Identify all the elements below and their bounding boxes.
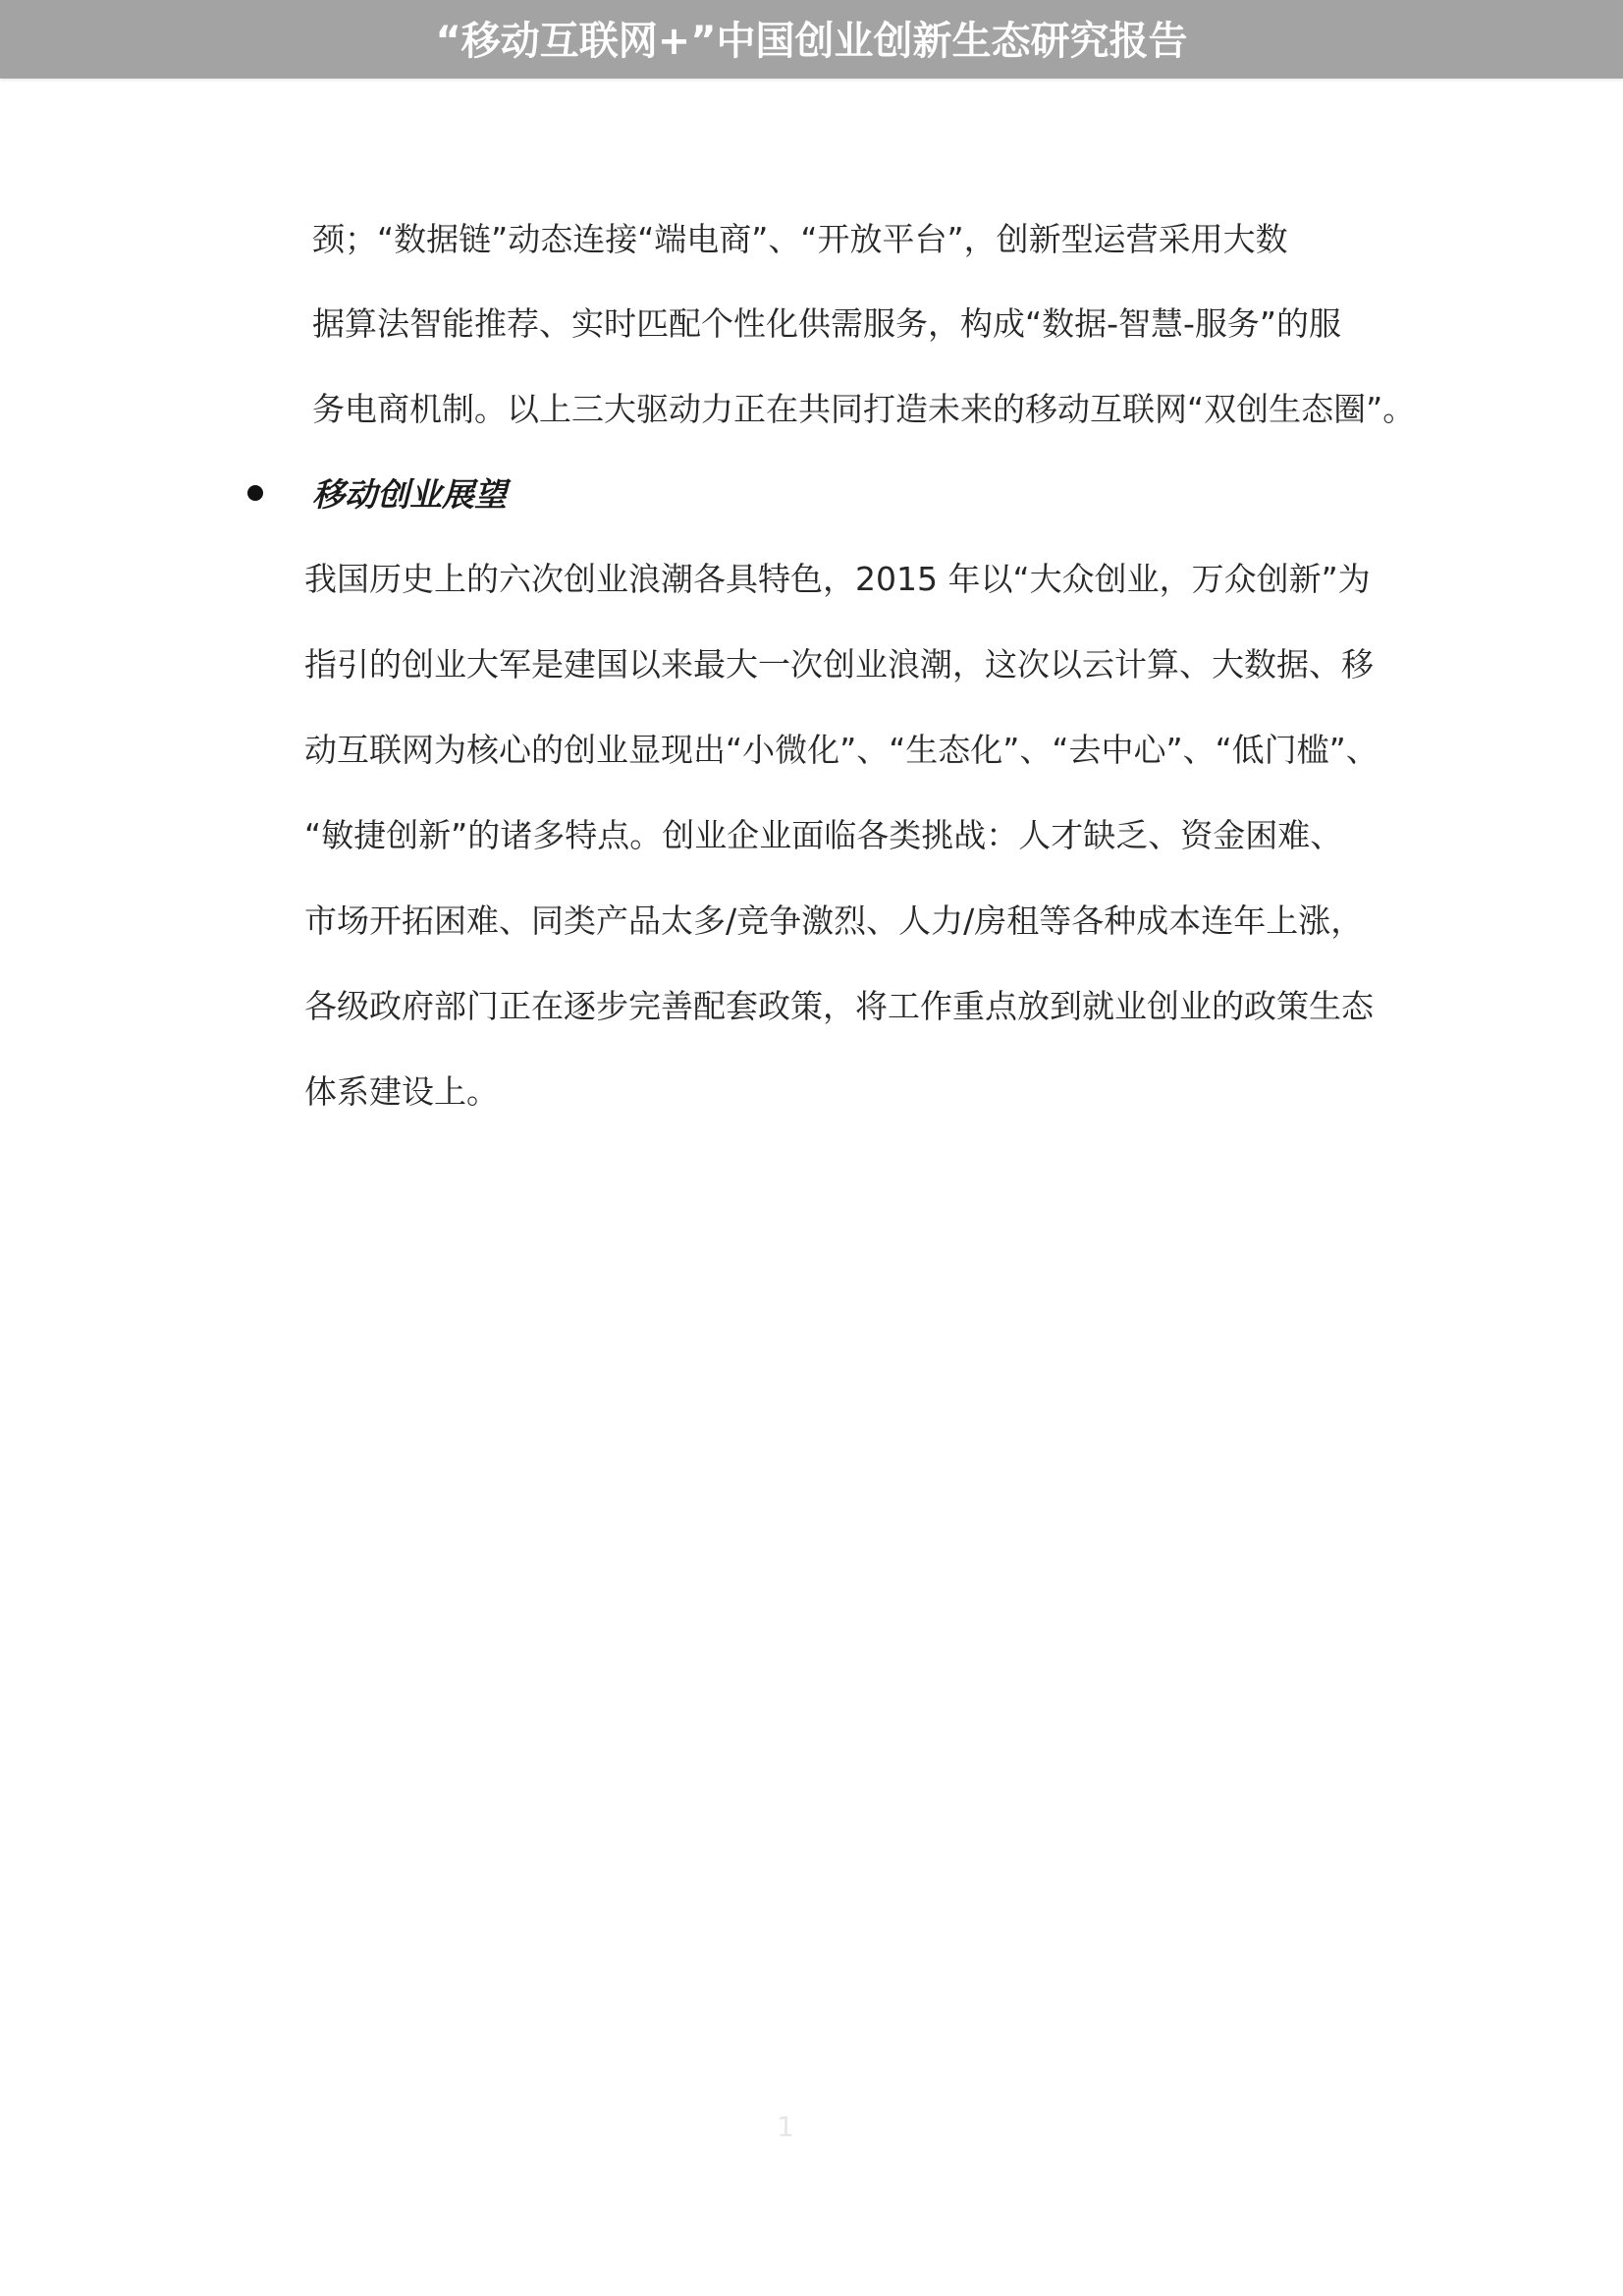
- bullet-point: [247, 485, 263, 501]
- report-title: “移动互联网+”中国创业创新生态研究报告: [435, 19, 1188, 64]
- paragraph-line: 体系建设上。: [304, 1072, 499, 1111]
- paragraph-line: 市场开拓困难、同类产品太多/竞争激烈、人力/房租等各种成本连年上涨，: [304, 902, 1364, 940]
- paragraph-line: 据算法智能推荐、实时匹配个性化供需服务，构成“数据-智慧-服务”的服: [312, 304, 1342, 343]
- paragraph-line: 我国历史上的六次创业浪潮各具特色，2015 年以“大众创业，万众创新”为: [304, 560, 1371, 598]
- paragraph-line: 指引的创业大军是建国以来最大一次创业浪潮，这次以云计算、大数据、移: [304, 645, 1374, 683]
- paragraph-line: 动互联网为核心的创业显现出“小微化”、“生态化”、“去中心”、“低门槛”、: [304, 731, 1379, 769]
- paragraph-line: “敏捷创新”的诸多特点。创业企业面临各类挑战：人才缺乏、资金困难、: [304, 816, 1343, 854]
- paragraph-line: 颈；“数据链”动态连接“端电商”、“开放平台”，创新型运营采用大数: [312, 220, 1288, 258]
- paragraph-line: 务电商机制。以上三大驱动力正在共同打造未来的移动互联网“双创生态圈”。: [312, 390, 1416, 428]
- section-heading: 移动创业展望: [312, 475, 507, 514]
- page-number: 1: [777, 2110, 794, 2143]
- paragraph-line: 各级政府部门正在逐步完善配套政策，将工作重点放到就业创业的政策生态: [304, 987, 1374, 1025]
